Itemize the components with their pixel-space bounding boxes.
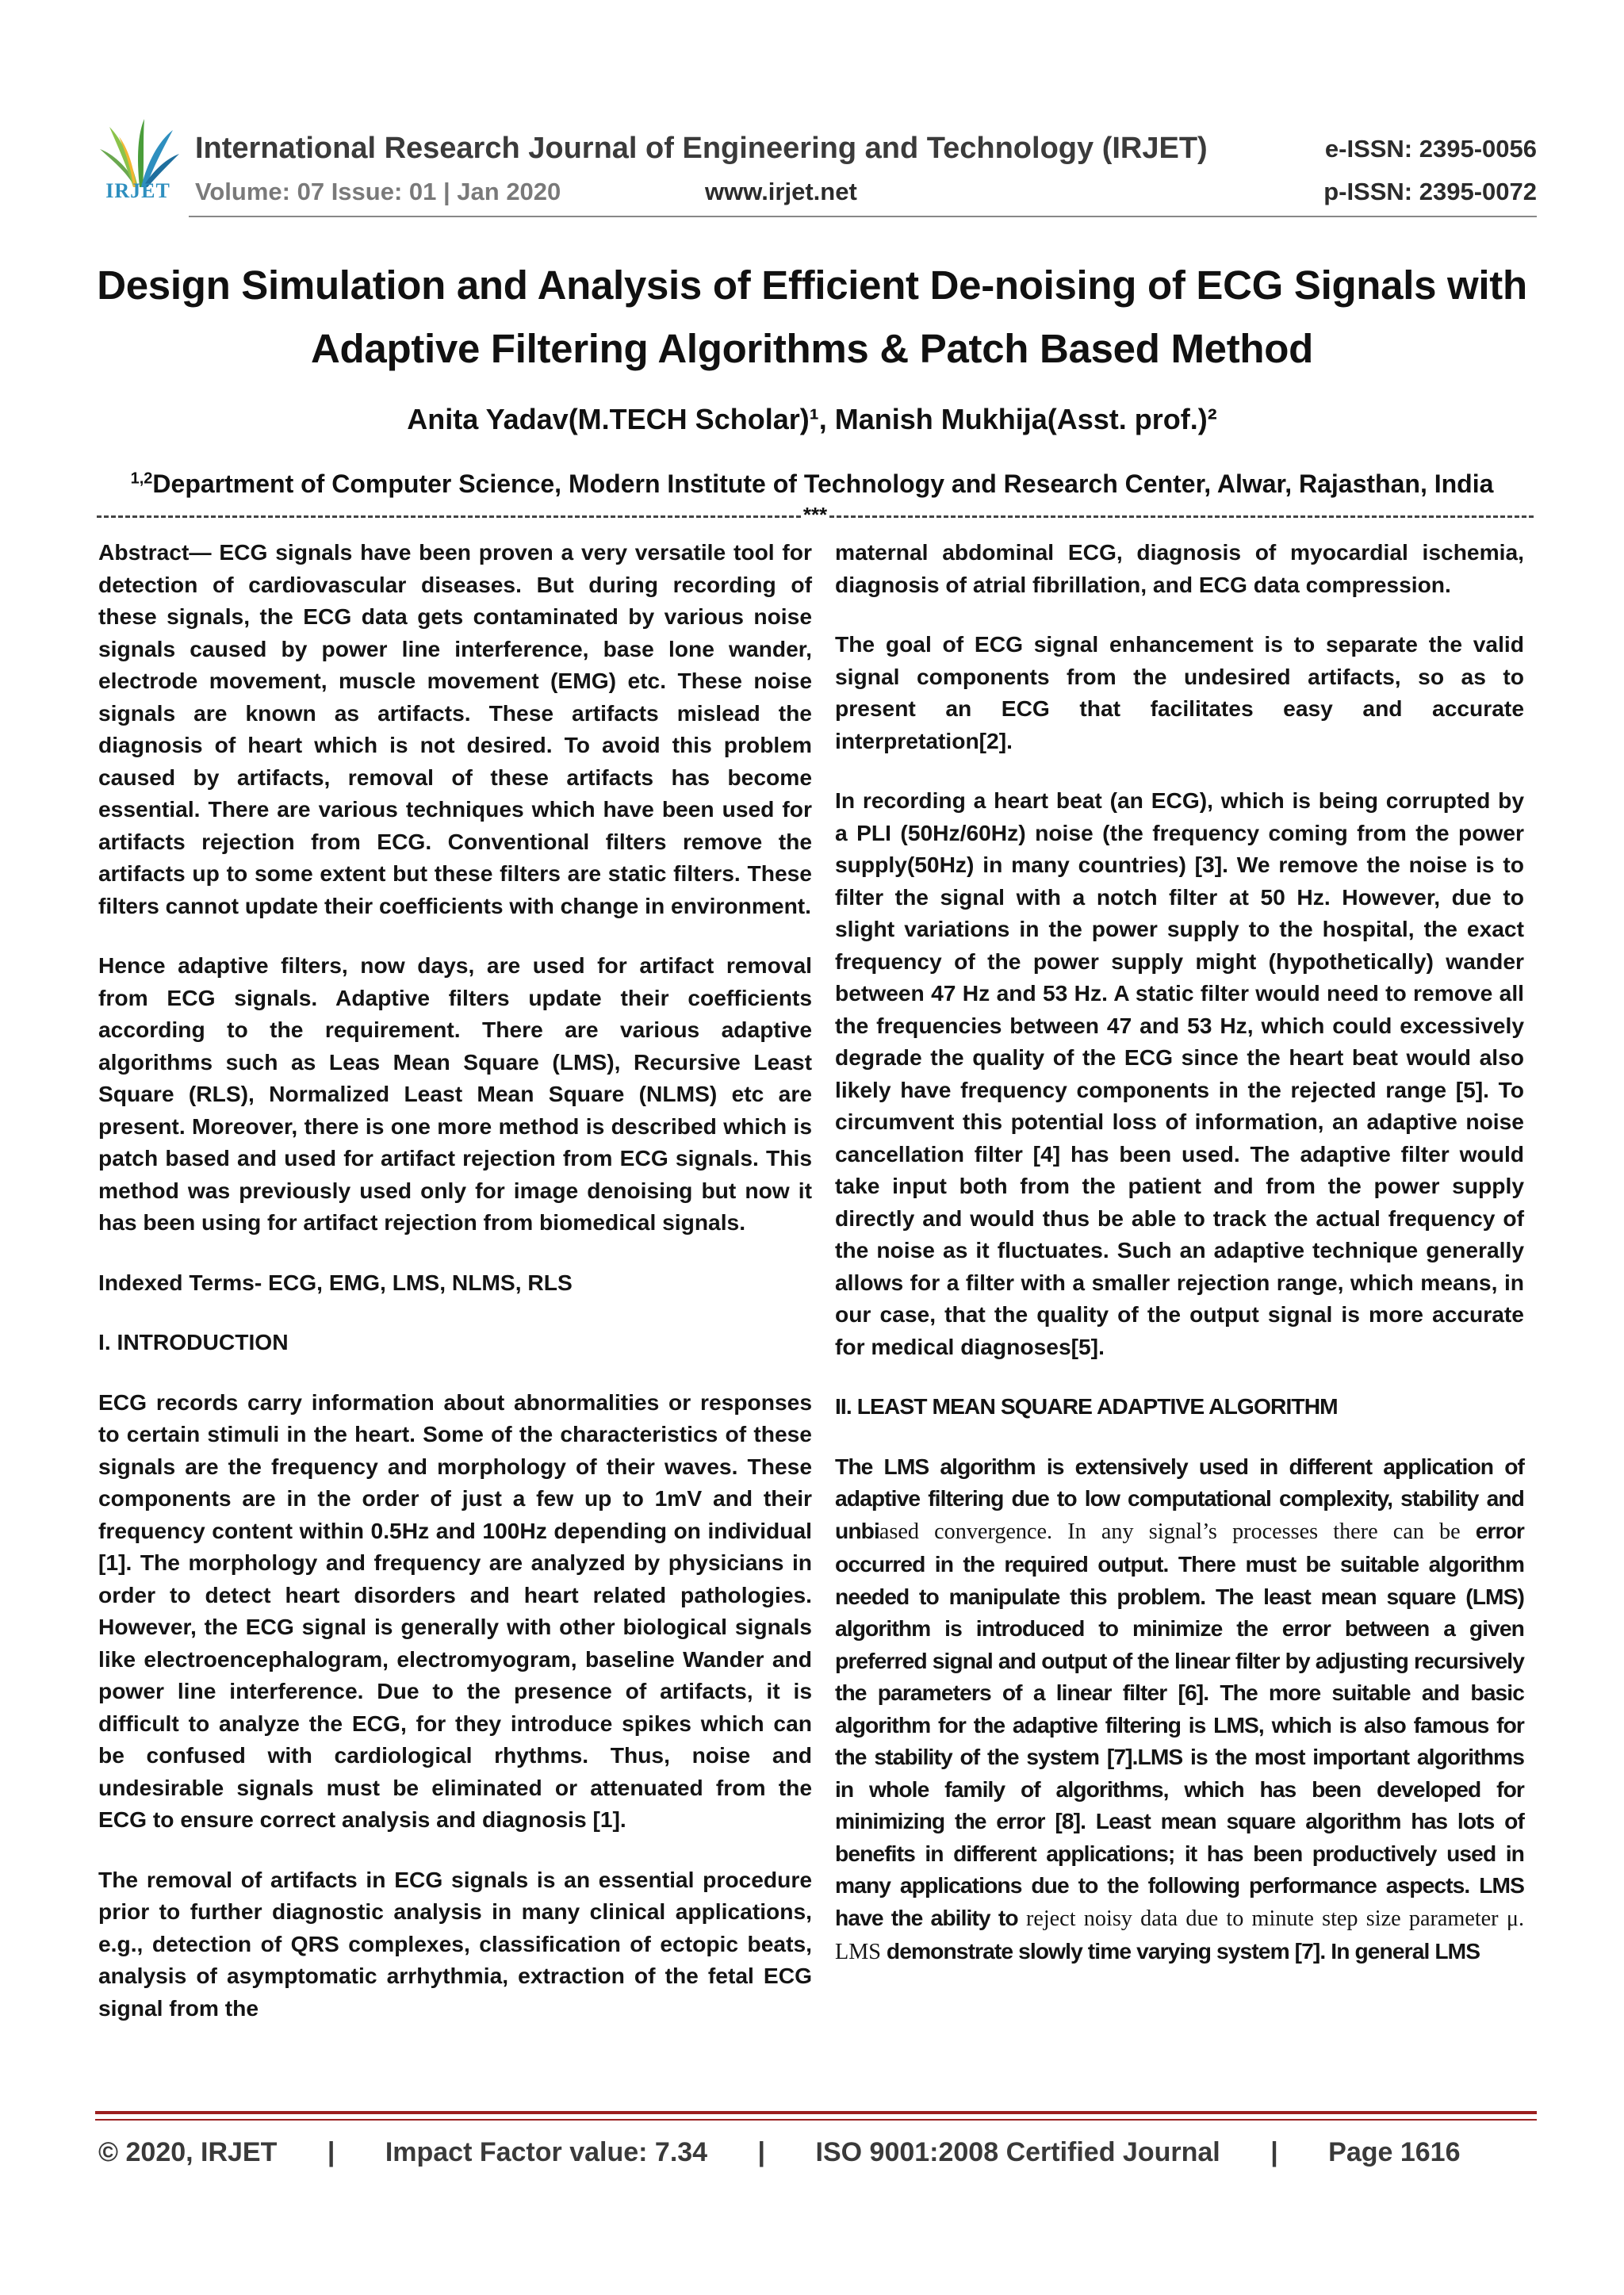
left-column bbox=[98, 536, 812, 2052]
intro-paragraph-continued: maternal abdominal ECG, diagnosis of myocardial ischemia, diagnosis of atrial fibrillation, and ECG data compression. bbox=[835, 539, 1524, 597]
lms-text-c: error occurred in the required output. There must be suitable algorithm needed to manipulate this problem. The least mean square (LMS) algorithm is introduced to minimize the error between a given preferred signal and output of the linear filter by adjusting recursively the parameters of a linear filter [6]. The more suitable and basic algorithm for the adaptive filtering is LMS, which is also famous for the stability of the system [7].LMS is the most important algorithms in whole family of algorithms, which has been developed for minimizing the error [8]. Least mean square algorithm has lots of benefits in different applications; it has been productively used in many applications due to the following performance aspects. LMS have the ability to bbox=[835, 1517, 1524, 1930]
abstract-paragraph-2: Hence adaptive filters, now days, are used for artifact removal from ECG signals. Adaptive filters update their coefficients according to the requirement. There are various adaptive algorithms such as Leas Mean Square (LMS), Recursive Least Square (RLS), Normalized Least Mean Square (NLMS) etc are present. Moreover, there is one more method is described which is patch based and used for artifact rejection from ECG signals. This method was previously used only for image denoising but now it has been using for artifact rejection from biomedical signals. bbox=[98, 952, 812, 1235]
lms-heading: II. LEAST MEAN SQUARE ADAPTIVE ALGORITHM bbox=[835, 1393, 1338, 1419]
footer-impact-factor: Impact Factor value: 7.34 bbox=[385, 2137, 708, 2167]
volume-issue: Volume: 07 Issue: 01 | Jan 2020 bbox=[195, 178, 561, 205]
intro-paragraph-1: ECG records carry information about abnormalities or responses to certain stimuli in the heart. Some of the characteristics of these signals are the frequency and morphology of their waves. These components are in the order of just a few up to 1mV and their frequency content within 0.5Hz and 100Hz depending on individual [1]. The morphology and frequency are analyzed by physicians in order to detect heart disorders and heart related pathologies. However, the ECG signal is generally with other biological signals like electroencephalogram, electromyogram, baseline Wander and power line interference. Due to the presence of artifacts, it is difficult to analyze the ECG, for they introduce spikes which can be confused with cardiological rhythms. Thus, noise and undesirable signals must be eliminated or attenuated from the ECG to ensure correct analysis and diagnosis [1]. bbox=[98, 1389, 812, 1832]
lms-text-d: reject noisy data due to minute step size parameter μ. LMS bbox=[835, 1906, 1525, 1964]
affiliation-text: Department of Computer Science, Modern Institute of Technology and Research Center, Alwar, Rajasthan, India bbox=[152, 469, 1494, 498]
lms-paragraph bbox=[835, 1450, 1524, 1969]
right-column bbox=[835, 536, 1524, 1997]
separator-line-left bbox=[97, 515, 815, 518]
footer-rule-thick bbox=[95, 2111, 1537, 2114]
e-issn: e-ISSN: 2395-0056 bbox=[1324, 135, 1537, 163]
header-divider bbox=[189, 216, 1537, 217]
footer-page-number: Page 1616 bbox=[1328, 2137, 1461, 2167]
abstract-paragraph bbox=[98, 536, 812, 921]
footer-divider: | bbox=[1270, 2137, 1278, 2167]
p-issn: p-ISSN: 2395-0072 bbox=[1323, 178, 1537, 205]
footer-iso: ISO 9001:2008 Certified Journal bbox=[815, 2137, 1220, 2167]
authors: Anita Yadav(M.TECH Scholar)¹, Manish Mukhija(Asst. prof.)² bbox=[407, 403, 1217, 435]
separator-stars: *** bbox=[802, 503, 828, 527]
paper-title bbox=[95, 254, 1529, 381]
lms-text-a: The LMS algorithm is extensively used in different application of adaptive filtering due to low computational complexity, stability and unbi bbox=[835, 1453, 1524, 1543]
intro-heading: I. INTRODUCTION bbox=[98, 1329, 289, 1354]
footer-divider: | bbox=[757, 2137, 766, 2167]
irjet-logo-icon bbox=[95, 117, 181, 189]
affiliation-superscript: 1,2 bbox=[130, 469, 153, 488]
separator-line-right bbox=[815, 515, 1534, 518]
journal-name: International Research Journal of Engineering and Technology (IRJET) bbox=[195, 132, 1208, 165]
footer-copyright: © 2020, IRJET bbox=[98, 2137, 278, 2167]
lms-text-b: ased convergence. In any signal’s processes there can be bbox=[879, 1519, 1461, 1544]
abstract-label: Abstract bbox=[98, 539, 190, 565]
index-terms: Indexed Terms- ECG, EMG, LMS, NLMS, RLS bbox=[98, 1269, 573, 1295]
title-line-1: Design Simulation and Analysis of Efficient De-noising of ECG Signals with bbox=[97, 262, 1527, 308]
section-separator bbox=[97, 503, 1534, 527]
footer bbox=[98, 2137, 1461, 2168]
affiliation bbox=[79, 469, 1545, 499]
logo-wordmark: IRJET bbox=[105, 179, 170, 202]
pli-paragraph: In recording a heart beat (an ECG), which is being corrupted by a PLI (50Hz/60Hz) noise (the frequency coming from the power supply(50Hz) in many countries) [3]. We remove the noise is to filter the signal with a notch filter at 50 Hz. However, due to slight variations in the power supply to the hospital, the exact frequency of the power supply might (hypothetically) wander between 47 Hz and 53 Hz. A static filter would need to remove all the frequencies between 47 and 53 Hz, which could excessively degrade the quality of the ECG since the heart beat would also likely have frequency components in the rejected range [5]. To circumvent this potential loss of information, an adaptive noise cancellation filter [4] has been used. The adaptive filter would take input both from the patient and from the power supply directly and would thus be able to track the actual frequency of the noise as it fluctuates. Such an adaptive technique generally allows for a filter with a smaller rejection range, which means, in our case, that the quality of the output signal is more accurate for medical diagnoses[5]. bbox=[835, 787, 1524, 1359]
footer-rule-thin bbox=[95, 2119, 1537, 2121]
lms-text-e: demonstrate slowly time varying system [7]. In general LMS bbox=[880, 1938, 1480, 1964]
footer-divider: | bbox=[327, 2137, 335, 2167]
abstract-text: — ECG signals have been proven a very versatile tool for detection of cardiovascular diseases. But during recording of these signals, the ECG data gets contaminated by various noise signals caused by power line interference, base lone wander, electrode movement, muscle movement (EMG) etc. These noise signals are known as artifacts. These artifacts mislead the diagnosis of heart which is not desired. To avoid this problem caused by artifacts, removal of these artifacts has become essential. There are various techniques which have been used for artifacts rejection from ECG. Conventional filters remove the artifacts up to some extent but these filters are static filters. These filters cannot update their coefficients with change in environment. bbox=[98, 539, 812, 918]
goal-paragraph: The goal of ECG signal enhancement is to separate the valid signal components from the undesired artifacts, so as to present an ECG that facilitates easy and accurate interpretation[2]. bbox=[835, 631, 1524, 753]
journal-website-link[interactable]: www.irjet.net bbox=[705, 178, 857, 205]
intro-paragraph-2: The removal of artifacts in ECG signals is an essential procedure prior to further diagnostic analysis in many clinical applications, e.g., detection of QRS complexes, classification of ectopic beats, analysis of asymptomatic arrhythmia, extraction of the fetal ECG signal from the bbox=[98, 1866, 812, 2021]
title-line-2: Adaptive Filtering Algorithms & Patch Based Method bbox=[311, 326, 1313, 371]
